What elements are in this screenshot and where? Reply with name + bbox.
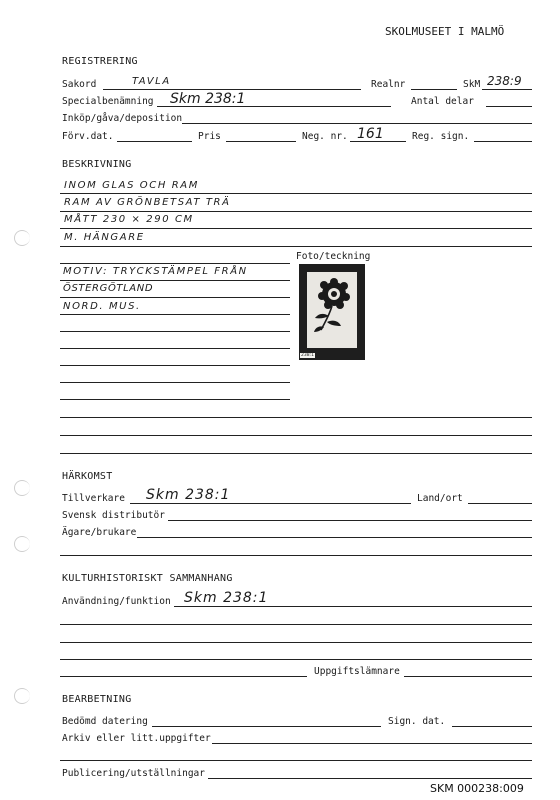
punch-hole	[14, 536, 30, 552]
antal-label: Antal delar	[411, 96, 474, 107]
section-title-harkomst: HÄRKOMST	[62, 471, 113, 482]
photo-tag: 238:1	[301, 353, 314, 358]
neg-value: 161	[357, 126, 384, 142]
datering-label: Bedömd datering	[62, 716, 148, 727]
tillverkare-line	[130, 503, 411, 504]
beskrivning-line-3: MÅTT 230 × 290 CM	[64, 214, 194, 225]
motiv-line-3: NORD. MUS.	[63, 301, 141, 312]
anvandning-label: Användning/funktion	[62, 596, 171, 607]
landort-label: Land/ort	[417, 493, 463, 504]
motiv-line-1: MOTIV: TRYCKSTÄMPEL FRÅN	[63, 266, 248, 277]
uppgift-label: Uppgiftslämnare	[314, 666, 400, 677]
neg-label: Neg. nr.	[302, 131, 348, 142]
photo-label: Foto/teckning	[296, 251, 371, 262]
section-title-kulturhistoriskt: KULTURHISTORISKT SAMMANHANG	[62, 573, 233, 584]
ruled-line	[60, 263, 290, 264]
sakord-value: TAVLA	[132, 76, 171, 87]
distributor-label: Svensk distributör	[62, 510, 165, 521]
inkop-line	[182, 123, 532, 124]
ruled-line	[60, 382, 290, 383]
ruled-line	[60, 676, 307, 677]
anvandning-value: Skm 238:1	[184, 590, 269, 606]
ruled-line	[60, 280, 290, 281]
pris-line	[226, 141, 296, 142]
forv-line	[117, 141, 192, 142]
beskrivning-line-4: M. HÄNGARE	[64, 232, 145, 243]
tillverkare-label: Tillverkare	[62, 493, 125, 504]
inkop-label: Inköp/gåva/deposition	[62, 113, 183, 124]
beskrivning-line-2: RAM AV GRÖNBETSAT TRÄ	[64, 197, 231, 208]
distributor-line	[168, 520, 532, 521]
flower-stamp-icon	[307, 272, 357, 348]
institution-header: SKOLMUSEET I MALMÖ	[385, 25, 505, 38]
ruled-line	[60, 760, 532, 761]
section-title-registrering: REGISTRERING	[62, 56, 138, 67]
forv-label: Förv.dat.	[62, 131, 114, 142]
agare-label: Ägare/brukare	[62, 527, 137, 538]
ruled-line	[60, 246, 532, 247]
ruled-line	[60, 365, 290, 366]
ruled-line	[60, 642, 532, 643]
special-value: Skm 238:1	[170, 91, 246, 107]
pris-label: Pris	[198, 131, 221, 142]
ruled-line	[60, 555, 532, 556]
regsign-label: Reg. sign.	[412, 131, 470, 142]
regsign-line	[474, 141, 532, 142]
publicering-label: Publicering/utställningar	[62, 768, 205, 779]
ruled-line	[60, 297, 290, 298]
ruled-line	[60, 659, 532, 660]
signdat-line	[452, 726, 532, 727]
datering-line	[152, 726, 381, 727]
sakord-line	[103, 89, 361, 90]
punch-hole	[14, 230, 30, 246]
section-title-beskrivning: BESKRIVNING	[62, 159, 132, 170]
ruled-line	[60, 211, 532, 212]
ruled-line	[60, 314, 290, 315]
skm-line	[482, 89, 532, 90]
realnr-line	[411, 89, 457, 90]
landort-line	[468, 503, 532, 504]
skm-label: SkM	[463, 79, 481, 90]
ruled-line	[60, 193, 532, 194]
publicering-line	[208, 778, 532, 779]
ruled-line	[60, 417, 532, 418]
ruled-line	[60, 453, 532, 454]
antal-line	[486, 106, 532, 107]
agare-line	[137, 537, 532, 538]
anvandning-line	[174, 606, 532, 607]
skm-value: 238:9	[487, 74, 522, 88]
motiv-line-2: ÖSTERGÖTLAND	[63, 283, 154, 294]
section-title-bearbetning: BEARBETNING	[62, 694, 132, 705]
punch-hole	[14, 688, 30, 704]
punch-hole	[14, 480, 30, 496]
catalog-stamp: SKM 000238:009	[430, 782, 524, 795]
arkiv-label: Arkiv eller litt.uppgifter	[62, 733, 211, 744]
ruled-line	[60, 435, 532, 436]
ruled-line	[60, 399, 290, 400]
signdat-label: Sign. dat.	[388, 716, 446, 727]
ruled-line	[60, 228, 532, 229]
realnr-label: Realnr	[371, 79, 406, 90]
ruled-line	[60, 348, 290, 349]
object-photo	[299, 264, 365, 360]
ruled-line	[60, 331, 290, 332]
beskrivning-line-1: INOM GLAS OCH RAM	[64, 180, 199, 191]
sakord-label: Sakord	[62, 79, 97, 90]
ruled-line	[60, 624, 532, 625]
tillverkare-value: Skm 238:1	[146, 487, 231, 503]
arkiv-line	[212, 743, 532, 744]
special-label: Specialbenämning	[62, 96, 154, 107]
uppgift-line	[404, 676, 532, 677]
photo-mat	[307, 272, 357, 348]
